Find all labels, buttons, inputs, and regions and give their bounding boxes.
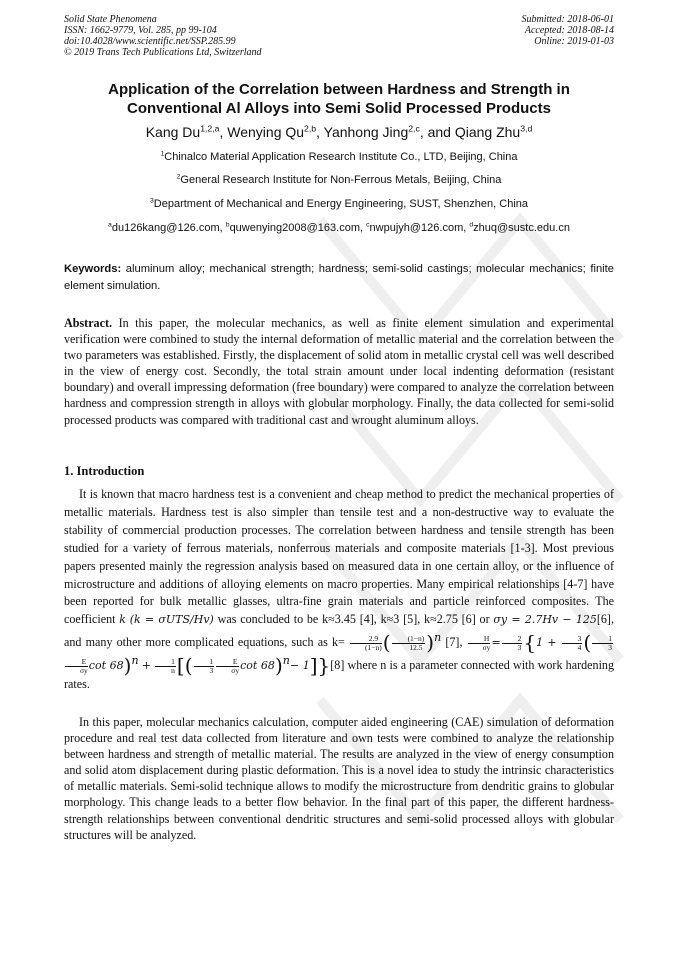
eq-fraction-e-sigma-2: $\frac{E}{\sigma y}$ bbox=[216, 658, 239, 675]
paper-title bbox=[64, 80, 614, 118]
email-3-sup: c bbox=[366, 221, 370, 229]
eq-one: 1 bbox=[536, 636, 544, 650]
doi: doi:10.4028/www.scientific.net/SSP.285.99 bbox=[64, 36, 236, 47]
email-4[interactable]: zhuq@sustc.edu.cn bbox=[473, 222, 570, 234]
email-list bbox=[64, 221, 614, 235]
author-4-sup: 3,d bbox=[520, 123, 533, 134]
eq-fraction-1: $\frac{2.9}{(1-n)}$ bbox=[350, 635, 382, 652]
exponent-n-3: n bbox=[282, 654, 290, 668]
email-1-sup: a bbox=[108, 221, 112, 229]
eq-fraction-three-quarters: $\frac{3}{4}$ bbox=[562, 635, 583, 652]
intro-p1b-text: was concluded to be k≈3.45 [4], k≈3 [5], k≈2.75 [6] or bbox=[217, 612, 490, 627]
affiliation-3-text: Department of Mechanical and Energy Engineering, SUST, Shenzhen, China bbox=[153, 198, 529, 210]
author-2: Wenying Qu bbox=[227, 124, 305, 140]
submitted-date: Submitted: 2018-06-01 bbox=[521, 14, 614, 25]
author-1-sup: 1,2,a bbox=[200, 123, 220, 134]
eq-plus-2: + bbox=[141, 659, 151, 673]
affiliation-1-sup: 1 bbox=[160, 150, 165, 158]
paren-close: ) bbox=[426, 630, 435, 655]
author-1: Kang Du bbox=[145, 124, 201, 140]
author-2-sup: 2,b bbox=[304, 123, 317, 134]
affiliation-1-text: Chinalco Material Application Research Institute Co., LTD, Beijing, China bbox=[164, 151, 518, 163]
big-bracket-open: [ bbox=[176, 653, 185, 678]
intro-p1c-text: [6], and many other more complicated equations, such as k= bbox=[64, 612, 614, 650]
intro-p2-text: In this paper, molecular mechanics calculation, computer aided engineering (CAE) simulation of deformation procedure and real test data collected from literature and own tests were combined to analyze the relationship between hardness and strength of metallic material. The results are analyzed in the view of energy consumption and solid atom displacement during plastic deformation. This is a novel idea to study the intrinsic characteristics of metallic materials. Semi-solid technique allows to modify the microstructure from dendritic grains to globular morphology. This change leads to a better flow behavior. In the final part of this paper, the different hardness-strength relationships between conventional dendritic structures and semi-solid processed alloys with globular structures will be analyzed. bbox=[64, 715, 614, 842]
eq-cot68: cot 68 bbox=[88, 659, 124, 673]
paren-open: ( bbox=[382, 630, 391, 655]
brace-open: { bbox=[523, 630, 537, 655]
journal-name: Solid State Phenomena bbox=[64, 14, 157, 25]
introduction-paragraph-1 bbox=[64, 486, 614, 694]
equals-sign: = bbox=[491, 636, 501, 650]
copyright: © 2019 Trans Tech Publications Ltd, Switzerland bbox=[64, 47, 262, 58]
affiliation-2-sup: 2 bbox=[176, 173, 181, 181]
online-date: Online: 2019-01-03 bbox=[534, 36, 614, 47]
introduction-paragraph-2 bbox=[64, 714, 614, 843]
keywords bbox=[64, 261, 614, 295]
brace-close: } bbox=[317, 653, 331, 678]
affiliation-3-sup: 3 bbox=[149, 197, 154, 205]
eq-fraction-one-third: $\frac{1}{3}$ bbox=[592, 635, 613, 652]
title-line-1: Application of the Correlation between Hardness and Strength in bbox=[108, 81, 570, 98]
affiliation-2 bbox=[64, 173, 614, 187]
paren-open-2: ( bbox=[184, 653, 193, 678]
eq-cot68-2: cot 68 bbox=[240, 659, 275, 673]
sigma-y-equation: σy = 2.7Hv − 125 bbox=[493, 613, 597, 627]
abstract-label: Abstract. bbox=[64, 316, 113, 330]
eq-fraction-one-n: $\frac{1}{n}$ bbox=[155, 658, 176, 675]
author-list: Kang Du$^{1,2,a}$, Wenying Qu$^{2,b}$, Yanhong Jing$^{2,c}$, and Qiang Zhu$^{3,d}$ bbox=[145, 123, 533, 140]
affiliation-2-text: General Research Institute for Non-Ferrous Metals, Beijing, China bbox=[180, 174, 502, 186]
affiliation-1 bbox=[64, 150, 614, 164]
bracket-close: ) bbox=[123, 653, 132, 678]
journal-header bbox=[64, 14, 262, 58]
eq-fraction-one-third-2: $\frac{1}{3}$ bbox=[194, 658, 215, 675]
email-2-sup: b bbox=[225, 221, 230, 229]
author-3-sup: 2,c bbox=[408, 123, 420, 134]
eq-fraction-e-sigma: $\frac{E}{\sigma y}$ bbox=[65, 658, 88, 675]
author-3: Yanhong Jing bbox=[323, 124, 409, 140]
email-4-sup: d bbox=[469, 221, 474, 229]
eq-plus: + bbox=[547, 636, 557, 650]
k-definition: (k = σUTS/Hv) bbox=[129, 613, 214, 627]
ref-8-text: [8] where n is a parameter connected with work hardening rates. bbox=[64, 658, 615, 691]
eq-minus-one: − 1 bbox=[289, 659, 310, 673]
author-4: and Qiang Zhu bbox=[427, 124, 521, 140]
intro-p1-text: It is known that macro hardness test is a convenient and cheap method to predict the mechanical properties of metallic materials. Hardness test is also simpler than tensile test and a non-destructive way to evaluate the stability of commercial production processes. The correlation between hardness and tensile strength has been studied for a variety of ferrous materials, nonferrous materials and composite materials [1-3]. Most previous papers presented mainly the regression analysis based on measured data in one certain alloy, or the influence of microstructure and additions of alloying elements on macro properties. Many empirical relationships [4-7] have been reported for bulk metallic glasses, ultra-fine grain materials and particle reinforced composites. The coefficient bbox=[64, 487, 614, 627]
big-bracket-close: ] bbox=[309, 653, 318, 678]
abstract bbox=[64, 315, 614, 428]
accepted-date: Accepted: 2018-08-14 bbox=[524, 25, 614, 36]
affiliation-3 bbox=[64, 197, 614, 211]
bracket-open: ( bbox=[583, 630, 592, 655]
keywords-label: Keywords: bbox=[64, 263, 122, 275]
section-heading-introduction: 1. Introduction bbox=[64, 464, 145, 478]
email-1[interactable]: du126kang@126.com, bbox=[111, 222, 223, 234]
email-2[interactable]: quwenying2008@163.com, bbox=[229, 222, 364, 234]
dates-header bbox=[522, 14, 615, 47]
exponent-n-2: n bbox=[131, 654, 139, 668]
ref-7: [7], bbox=[445, 635, 463, 650]
abstract-text: In this paper, the molecular mechanics, as well as finite element simulation and experimental verification were combined to study the internal deformation of metallic material and the correlation between the two parameters was established. Firstly, the displacement of solid atom in metallic crystal cell was well described in the view of energy cost. Secondly, the total strain amount under local indenting deformation (resistant boundary) and overall impressing deformation (free boundary) were compared to analyze the correlation between hardness and compression strength in alloys with globular morphology. Finally, the data collected for semi-solid processed products was compared with traditional cast and wrought aluminum alloys. bbox=[64, 316, 614, 427]
k-symbol: k bbox=[119, 613, 126, 627]
exponent-n: n bbox=[434, 631, 442, 645]
keywords-text: aluminum alloy; mechanical strength; hardness; semi-solid castings; molecular mechanics; finite element simulation. bbox=[64, 263, 614, 292]
title-line-2: Conventional Al Alloys into Semi Solid Processed Products bbox=[127, 100, 551, 117]
paren-close-2: ) bbox=[274, 653, 283, 678]
email-3[interactable]: nwpujyh@126.com, bbox=[369, 222, 467, 234]
issn: ISSN: 1662-9779, Vol. 285, pp 99-104 bbox=[64, 25, 217, 36]
eq-fraction-two-thirds: $\frac{2}{3}$ bbox=[502, 635, 523, 652]
eq-fraction-2: $\frac{(1-n)}{12.5}$ bbox=[392, 635, 426, 652]
eq-fraction-h-sigma: $\frac{H}{\sigma y}$ bbox=[468, 635, 491, 652]
